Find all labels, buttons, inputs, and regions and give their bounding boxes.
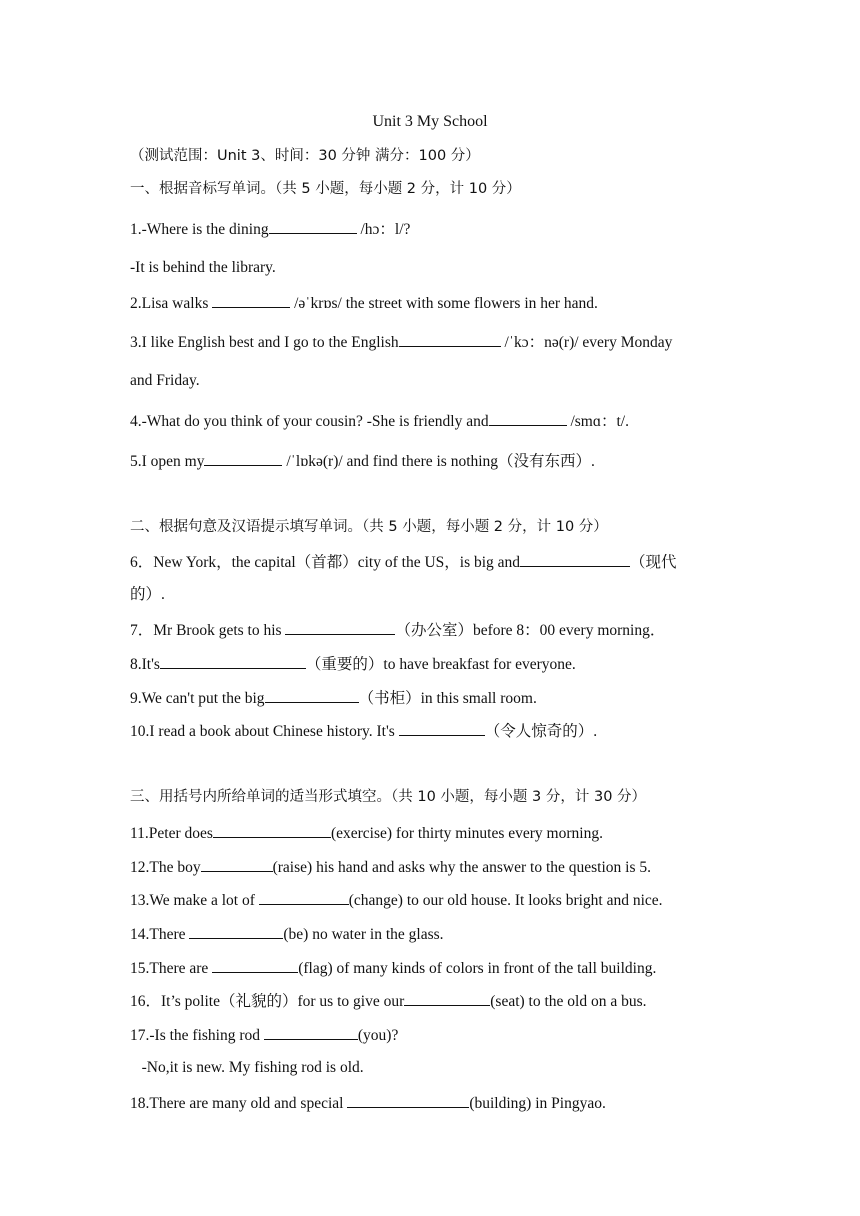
question-3 xyxy=(130,331,672,353)
question-1-phonetic: /hɔ：l/? xyxy=(356,221,411,238)
question-5 xyxy=(130,450,595,472)
question-1-blank[interactable] xyxy=(269,218,357,234)
section-1-heading: 一、根据音标写单词。（共 5 小题，每小题 2 分，计 10 分） xyxy=(130,181,521,197)
question-4-text: 4.-What do you think of your cousin? -She is friendly and xyxy=(130,413,489,430)
question-12 xyxy=(130,856,651,878)
question-11-blank[interactable] xyxy=(213,822,331,838)
question-4 xyxy=(130,410,629,432)
question-6-text: 6．New York，the capital（首都）city of the US，is big and xyxy=(130,554,521,571)
question-1 xyxy=(130,218,410,240)
question-9-hint: （书柜）in this small room. xyxy=(358,690,537,707)
question-3-continuation: and Friday. xyxy=(130,372,200,389)
question-17-blank[interactable] xyxy=(264,1024,358,1040)
question-12-text: 12.The boy xyxy=(130,859,201,876)
question-12-hint: (raise) his hand and asks why the answer to the question is 5. xyxy=(272,859,651,876)
question-17-text: 17.-Is the fishing rod xyxy=(130,1027,264,1044)
question-17 xyxy=(130,1024,398,1046)
question-13-blank[interactable] xyxy=(259,889,349,905)
question-9-text: 9.We can't put the big xyxy=(130,690,265,707)
question-7-blank[interactable] xyxy=(285,619,395,635)
question-6-continuation: 的）. xyxy=(130,586,165,603)
question-4-blank[interactable] xyxy=(489,410,567,426)
question-11-text: 11.Peter does xyxy=(130,825,213,842)
question-9-blank[interactable] xyxy=(265,687,359,703)
question-6-blank[interactable] xyxy=(520,551,630,567)
question-2-blank[interactable] xyxy=(212,292,290,308)
question-17-answer-line: -No,it is new. My fishing rod is old. xyxy=(130,1059,364,1076)
question-10-text: 10.I read a book about Chinese history. It's xyxy=(130,723,399,740)
question-18 xyxy=(130,1092,606,1114)
question-1-text: 1.-Where is the dining xyxy=(130,221,269,238)
question-5-text: 5.I open my xyxy=(130,453,205,470)
question-15-text: 15.There are xyxy=(130,960,213,977)
question-7 xyxy=(130,619,665,641)
question-14-text: 14.There xyxy=(130,926,190,943)
page-title: Unit 3 My School xyxy=(372,113,488,130)
question-5-blank[interactable] xyxy=(204,450,282,466)
question-9 xyxy=(130,687,537,709)
question-2-text: 2.Lisa walks xyxy=(130,295,213,312)
question-11 xyxy=(130,822,603,844)
question-13-text: 13.We make a lot of xyxy=(130,892,259,909)
question-3-text: 3.I like English best and I go to the English xyxy=(130,334,399,351)
question-8-blank[interactable] xyxy=(160,653,306,669)
question-12-blank[interactable] xyxy=(201,856,273,872)
question-15-blank[interactable] xyxy=(212,957,298,973)
test-scope-subtitle: （测试范围：Unit 3、时间：30 分钟 满分：100 分） xyxy=(130,148,480,164)
question-18-text: 18.There are many old and special xyxy=(130,1095,348,1112)
question-13-hint: (change) to our old house. It looks bright and nice. xyxy=(348,892,663,909)
question-2-phonetic: /əˈkrɒs/ the street with some flowers in her hand. xyxy=(290,295,598,312)
question-3-blank[interactable] xyxy=(399,331,501,347)
question-10-blank[interactable] xyxy=(399,720,485,736)
question-16-blank[interactable] xyxy=(404,990,490,1006)
question-7-hint: （办公室）before 8：00 every morning． xyxy=(395,622,666,639)
question-14-blank[interactable] xyxy=(189,923,283,939)
section-3-heading: 三、用括号内所给单词的适当形式填空。（共 10 小题，每小题 3 分，计 30 分） xyxy=(130,789,647,805)
question-14-hint: (be) no water in the glass. xyxy=(283,926,444,943)
question-18-blank[interactable] xyxy=(347,1092,469,1108)
question-10-hint: （令人惊奇的）. xyxy=(484,723,598,740)
question-8 xyxy=(130,653,576,675)
question-11-hint: (exercise) for thirty minutes every morning. xyxy=(330,825,603,842)
question-15-hint: (flag) of many kinds of colors in front of the tall building. xyxy=(298,960,657,977)
question-17-hint: (you)? xyxy=(357,1027,399,1044)
question-16-hint: (seat) to the old on a bus. xyxy=(490,993,647,1010)
question-10 xyxy=(130,720,597,742)
question-18-hint: (building) in Pingyao. xyxy=(469,1095,606,1112)
question-6 xyxy=(130,551,677,573)
section-2-heading: 二、根据句意及汉语提示填写单词。（共 5 小题，每小题 2 分，计 10 分） xyxy=(130,519,608,535)
question-4-phonetic: /smɑ：t/. xyxy=(566,413,629,430)
question-5-phonetic: /ˈlɒkə(r)/ and find there is nothing（没有东西）. xyxy=(282,453,595,470)
question-3-phonetic: /ˈkɔ：nə(r)/ every Monday xyxy=(500,334,673,351)
question-8-text: 8.It's xyxy=(130,656,160,673)
question-6-hint: （现代 xyxy=(630,554,677,571)
question-8-hint: （重要的）to have breakfast for everyone. xyxy=(305,656,576,673)
question-1-answer-line: -It is behind the library. xyxy=(130,259,276,276)
question-16 xyxy=(130,990,647,1012)
question-16-text: 16．It’s polite（礼貌的）for us to give our xyxy=(130,993,405,1010)
question-7-text: 7．Mr Brook gets to his xyxy=(130,622,286,639)
question-14 xyxy=(130,923,444,945)
question-13 xyxy=(130,889,663,911)
question-2 xyxy=(130,292,598,314)
question-15 xyxy=(130,957,656,979)
